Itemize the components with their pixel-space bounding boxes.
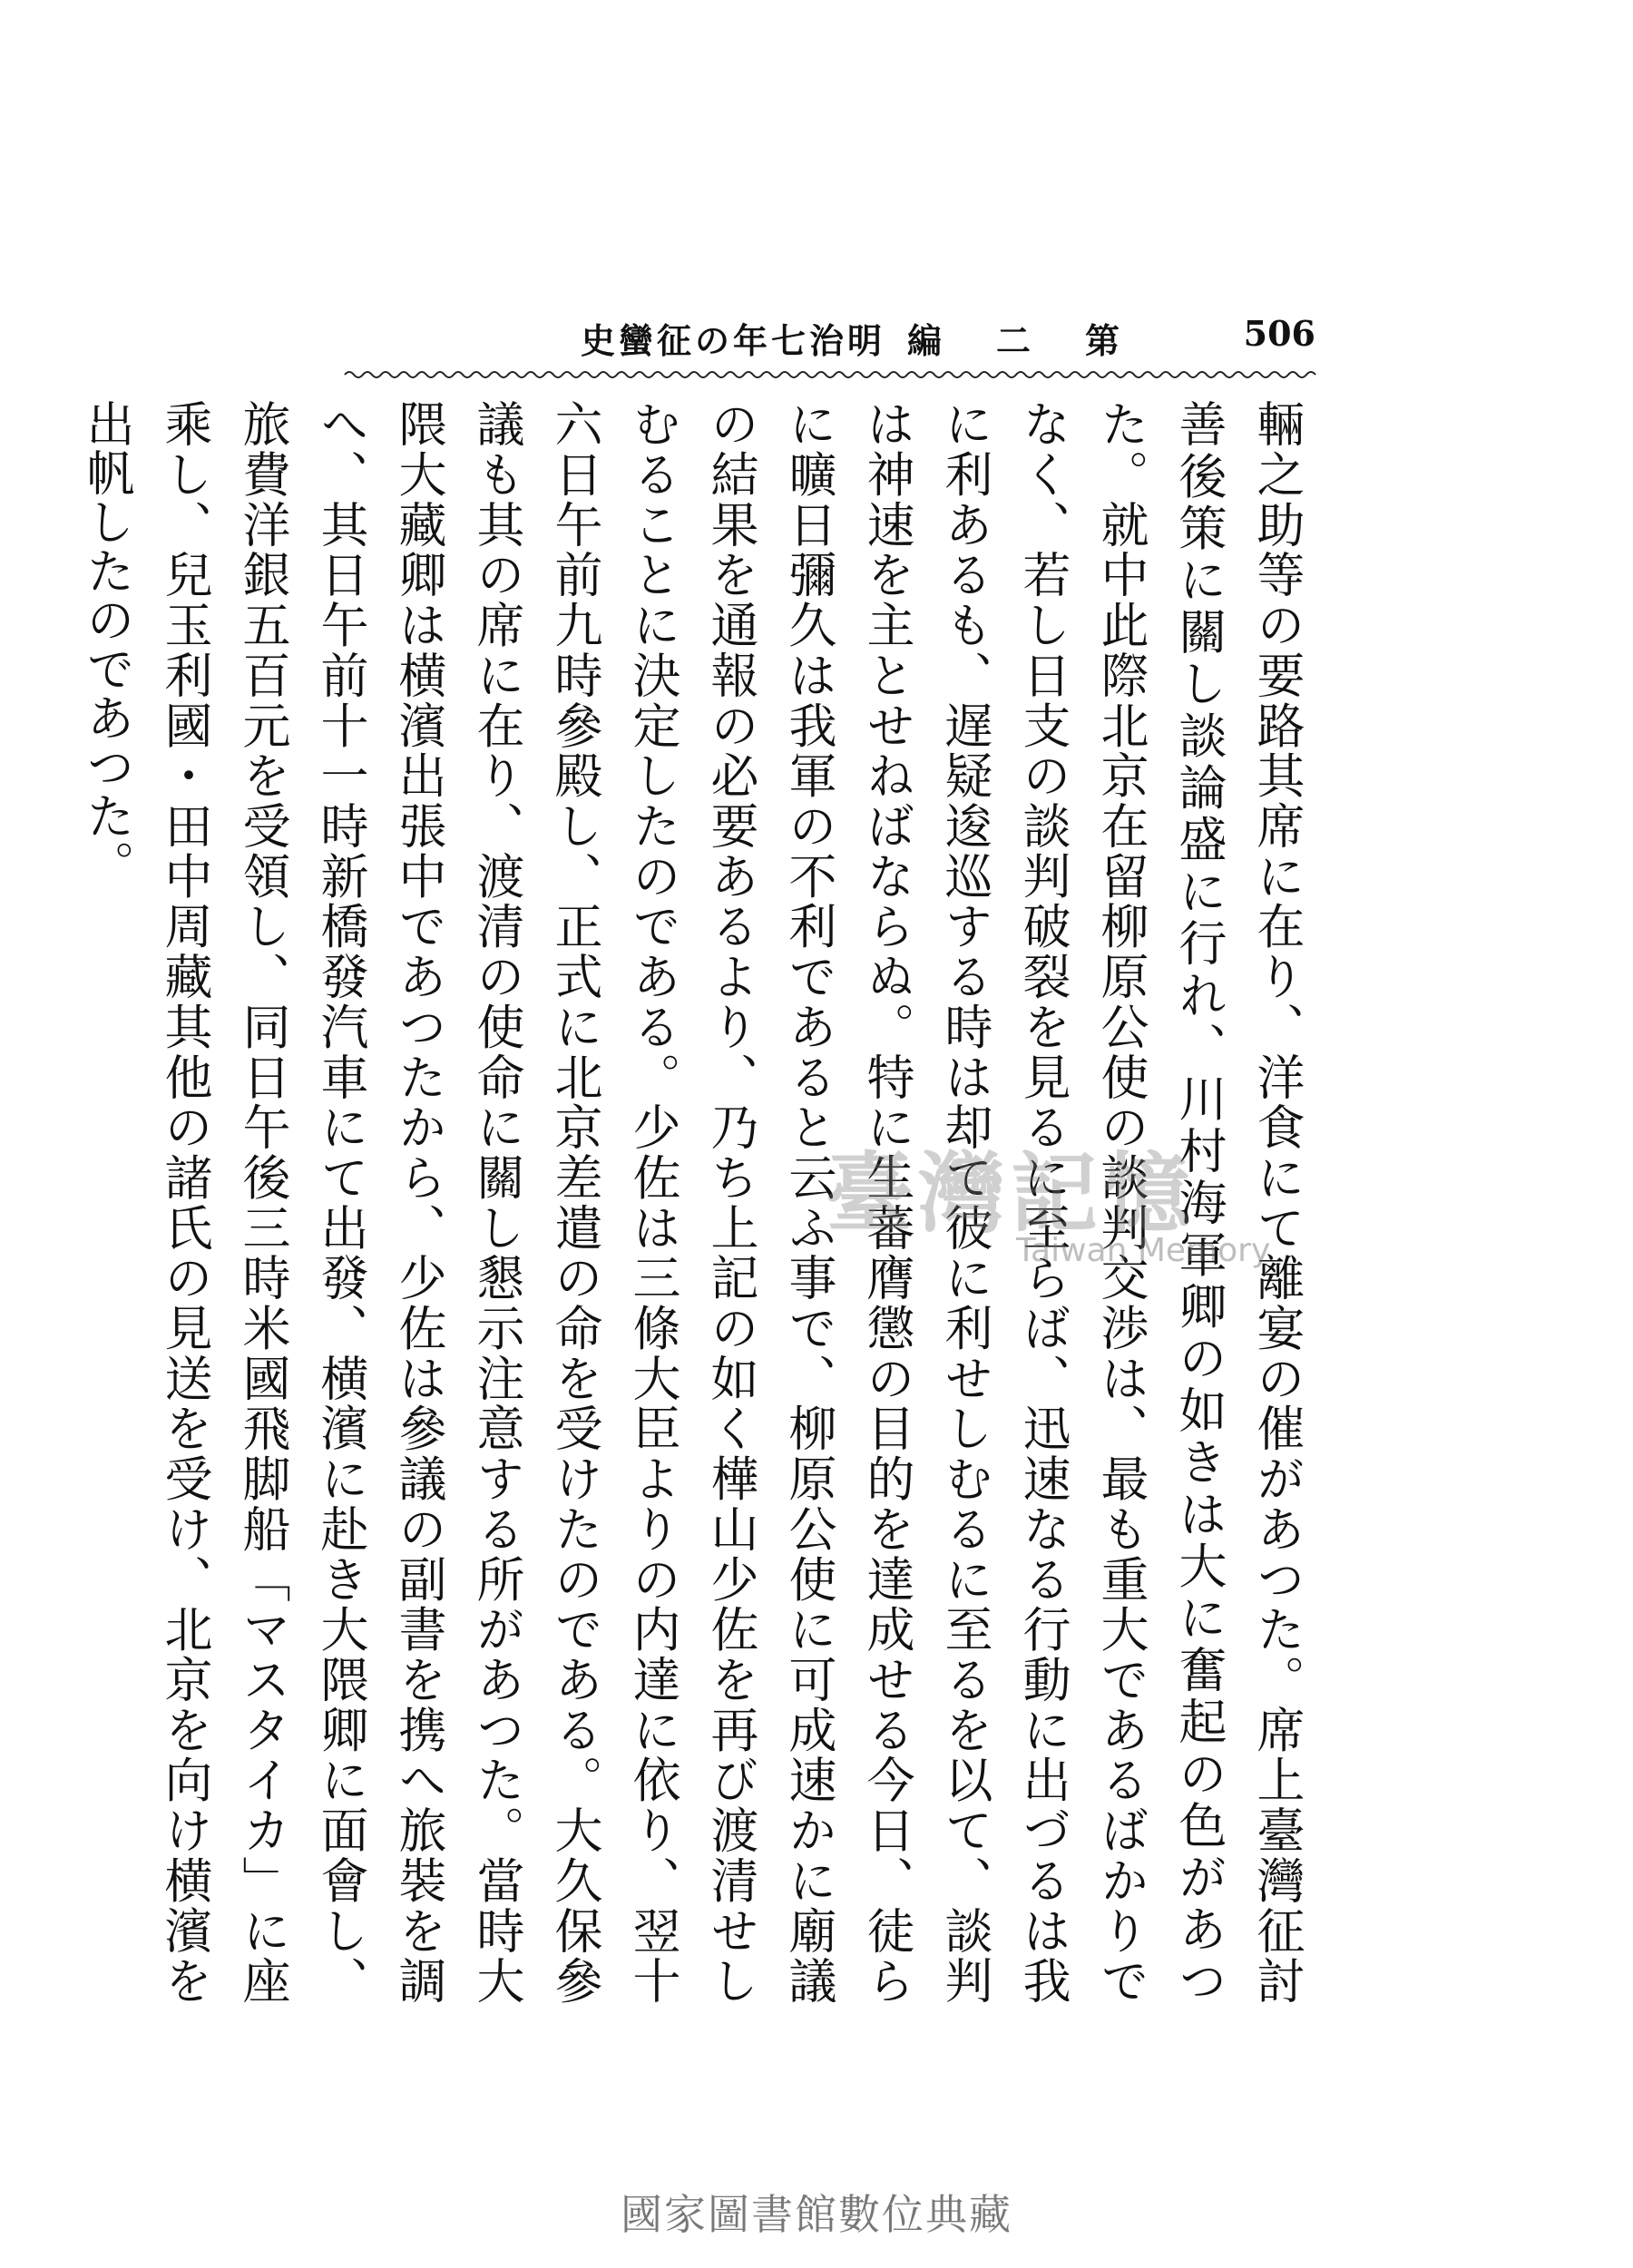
watermark-subtext: Taiwan Memory (1016, 1232, 1271, 1269)
book-title: 史蠻征の年七治明 (581, 320, 886, 361)
page-number: 506 (1243, 313, 1315, 354)
body-text (79, 399, 1315, 2006)
section-char: 二 (996, 320, 1032, 361)
footer-credit: 國家圖書館數位典藏 (621, 2190, 1012, 2239)
section-char: 第 (1085, 320, 1120, 361)
body-paragraph: 輛之助等の要路其席に在り、洋食にて離宴の催があつた。席上臺灣征討善後策に關し談論盛に行れ、川村海軍卿の如きは大に奮起の色があつた。就中此際北京在留柳原公使の談判交渉は、最も重大であるばかりでなく、若し日支の談判破裂を見るに至らば、迅速なる行動に出づるは我に利あるも、遅疑逡巡する時は却て彼に利せしむるに至るを以て、談判は神速を主とせねばならぬ。特に生蕃膺懲の目的を達成せる今日、徒らに曠日彌久は我軍の不利であると云ふ事で、柳原公使に可成速かに廟議の結果を通報の必要あるより、乃ち上記の如く樺山少佐を再び渡清せしむることに決定したのである。少佐は三條大臣よりの内達に依り、翌十六日午前九時參殿し、正式に北京差遣の命を受けたのである。大久保參議も其の席に在り、渡清の使命に關し懇示注意する所があつた。當時大隈大藏卿は横濱出張中であつたから、少佐は參議の副書を携へ旅裝を調へ、其日午前十一時新橋發汽車にて出發、横濱に赴き大隈卿に面會し、旅費洋銀五百元を受領し、同日午後三時米國飛脚船「マスタイカ」に座乘し、兒玉利國・田中周藏其他の諸氏の見送を受け、北京を向け横濱を出帆したのであつた。 (79, 399, 1305, 2006)
wavy-divider (345, 367, 1315, 382)
section-char: 編 (907, 320, 943, 361)
watermark-text: 臺灣記憶 (826, 1143, 1196, 1245)
running-header (345, 313, 1315, 364)
section-label (907, 313, 1174, 363)
